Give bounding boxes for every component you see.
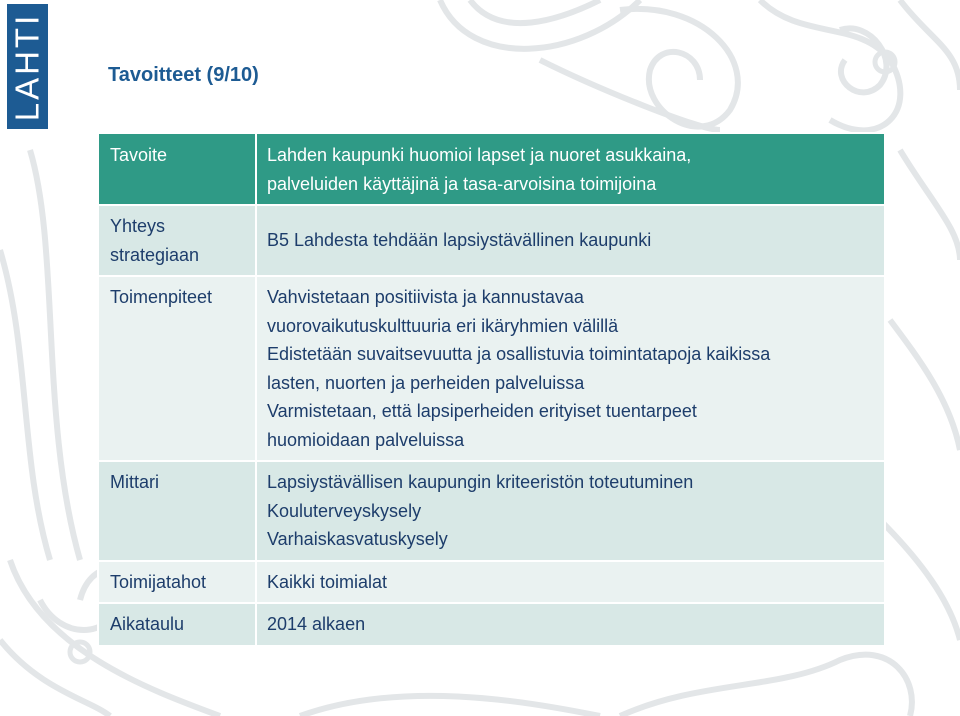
row-line: huomioidaan palveluissa (267, 429, 465, 450)
row-line: Lahden kaupunki huomioi lapset ja nuoret asukkaina, (267, 145, 692, 165)
row-line: Kouluterveyskysely (267, 500, 422, 521)
row-toimenpiteet (98, 276, 885, 461)
row-value (256, 461, 885, 561)
row-line: Edistetään suvaitsevuutta ja osallistuvia toimintatapoja kaikissa (267, 344, 771, 364)
row-line: B5 Lahdesta tehdään lapsiystävällinen kaupunki (267, 230, 652, 251)
slide-title: Tavoitteet (9/10) (108, 64, 259, 86)
row-value (256, 561, 885, 604)
row-line: Vahvistetaan positiivista ja kannustavaa (267, 287, 584, 307)
row-value (256, 205, 885, 276)
row-line: lasten, nuorten ja perheiden palveluissa (267, 372, 585, 393)
row-line: 2014 alkaen (267, 614, 366, 634)
row-label: Mittari (98, 461, 256, 561)
row-value (256, 276, 885, 461)
row-yhteys-strategiaan (98, 205, 885, 276)
row-line: palveluiden käyttäjinä ja tasa-arvoisina toimijoina (267, 173, 657, 194)
row-aikataulu (98, 603, 885, 646)
row-value (256, 603, 885, 646)
row-line: Lapsiystävällisen kaupungin kriteeristön toteutuminen (267, 472, 694, 492)
logo-text: LAHTI (8, 12, 46, 121)
row-label: Aikataulu (98, 603, 256, 646)
row-line: Kaikki toimialat (267, 571, 388, 592)
row-label: Tavoite (98, 133, 256, 205)
row-mittari (98, 461, 885, 561)
row-tavoite (98, 133, 885, 205)
row-value (256, 133, 885, 205)
row-label: Toimijatahot (98, 561, 256, 604)
goal-table (97, 132, 886, 647)
row-label: Yhteys strategiaan (98, 205, 256, 276)
row-line: Varmistetaan, että lapsiperheiden erityiset tuentarpeet (267, 401, 697, 421)
row-line: Varhaiskasvatuskysely (267, 529, 448, 549)
row-toimijatahot (98, 561, 885, 604)
lahti-logo (7, 4, 48, 129)
row-line: vuorovaikutuskulttuuria eri ikäryhmien välillä (267, 315, 619, 336)
row-label: Toimenpiteet (98, 276, 256, 461)
